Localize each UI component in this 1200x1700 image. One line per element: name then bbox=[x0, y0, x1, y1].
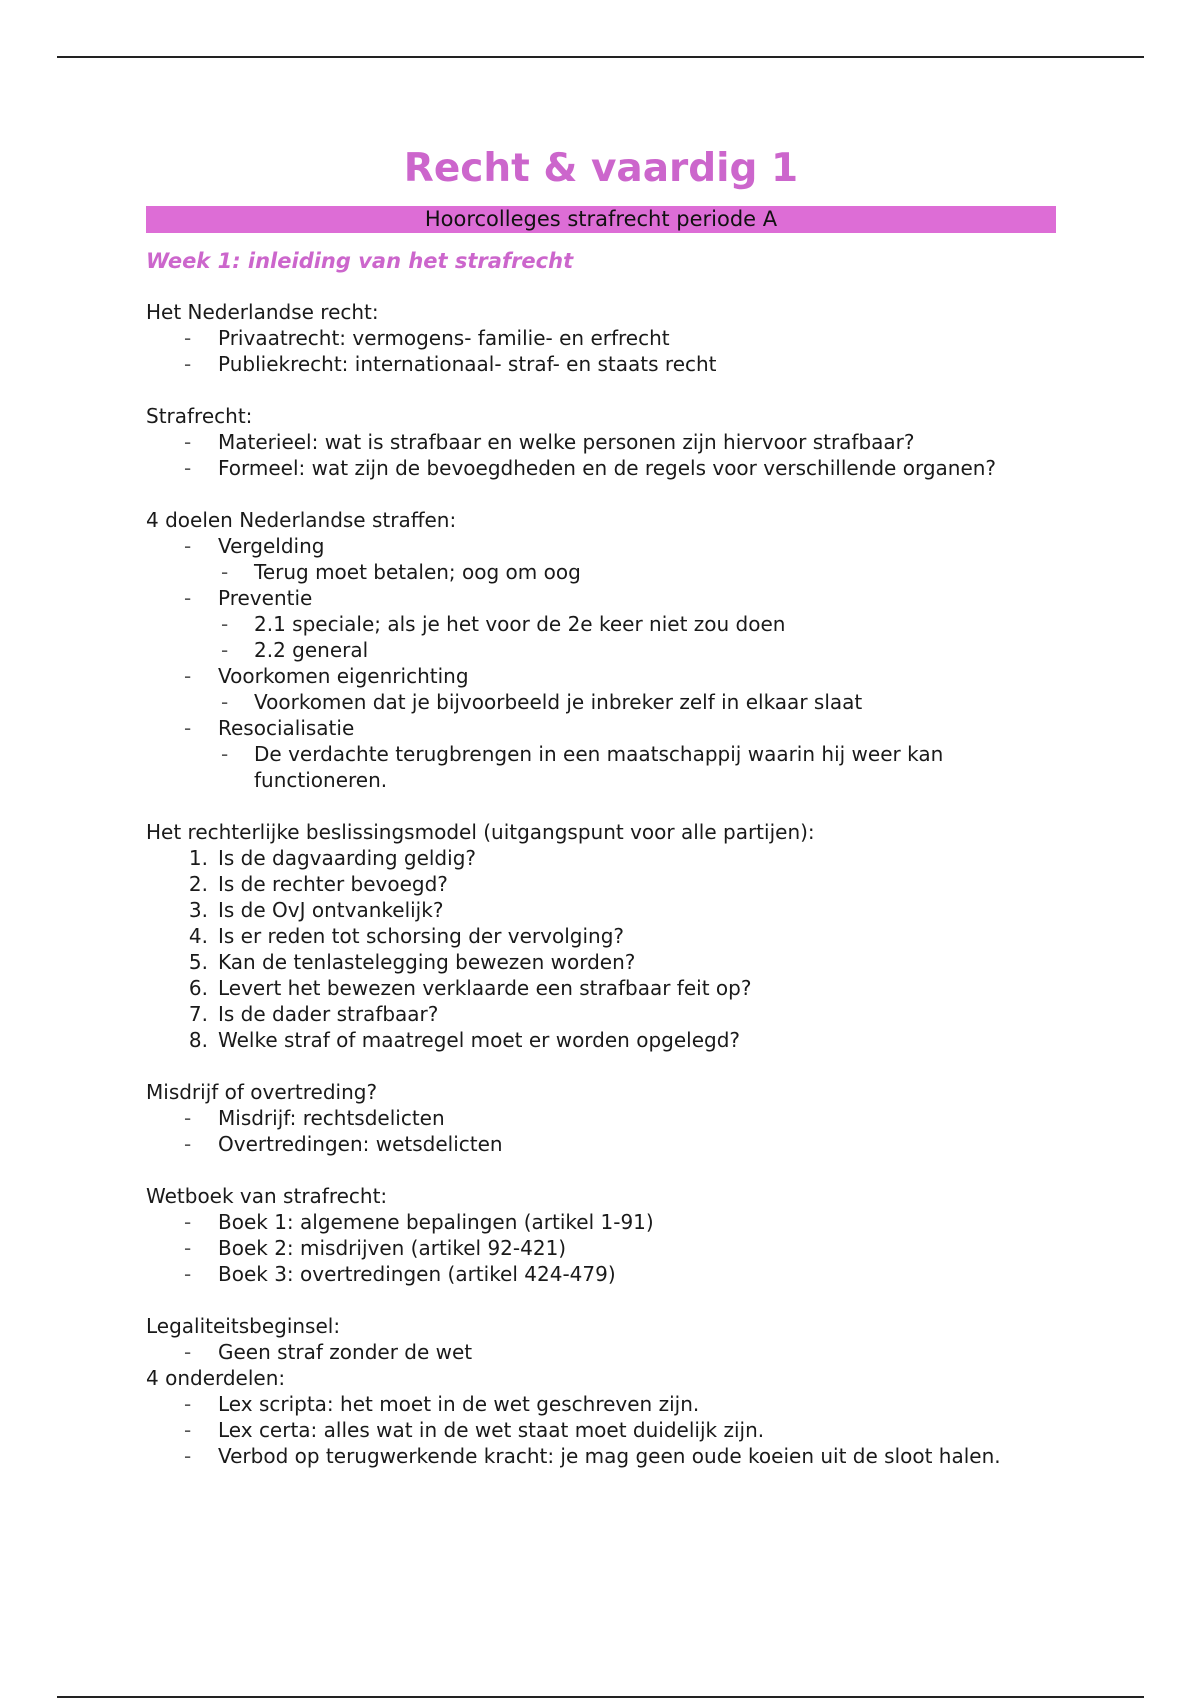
section-nederlandse-recht bbox=[146, 299, 1056, 377]
section-onderdelen bbox=[146, 1365, 1056, 1469]
item-number: 7. bbox=[188, 1002, 208, 1026]
bullet-list bbox=[146, 533, 1056, 793]
list-item: - Lex certa: alles wat in de wet staat moet duidelijk zijn. bbox=[146, 1417, 1056, 1443]
sub-list-item: - Terug moet betalen; oog om oog bbox=[218, 559, 1056, 585]
bullet-list bbox=[146, 1391, 1056, 1469]
section-beslissingsmodel bbox=[146, 819, 1056, 1053]
numbered-item bbox=[146, 949, 1056, 975]
sub-list-item: - 2.2 general bbox=[218, 637, 1056, 663]
list-item-label: Vergelding bbox=[218, 534, 325, 558]
list-item: - Boek 1: algemene bepalingen (artikel 1-91) bbox=[146, 1209, 1056, 1235]
section-heading: Legaliteitsbeginsel: bbox=[146, 1314, 341, 1338]
section-heading: 4 onderdelen: bbox=[146, 1366, 286, 1390]
numbered-item bbox=[146, 923, 1056, 949]
item-number: 3. bbox=[188, 898, 208, 922]
sub-list-item: - Voorkomen dat je bijvoorbeeld je inbreker zelf in elkaar slaat bbox=[218, 689, 1056, 715]
item-text: Is de dagvaarding geldig? bbox=[218, 846, 476, 870]
bullet-list bbox=[146, 1209, 1056, 1287]
bullet-list bbox=[146, 1105, 1056, 1157]
item-text: Kan de tenlastelegging bewezen worden? bbox=[218, 950, 636, 974]
list-item: - Misdrijf: rechtsdelicten bbox=[146, 1105, 1056, 1131]
sub-list bbox=[218, 689, 1056, 715]
bullet-list bbox=[146, 1339, 1056, 1365]
list-item: - Verbod op terugwerkende kracht: je mag geen oude koeien uit de sloot halen. bbox=[146, 1443, 1056, 1469]
sub-list bbox=[218, 741, 1056, 793]
item-number: 1. bbox=[188, 846, 208, 870]
list-item bbox=[146, 715, 1056, 793]
sub-list-item: - 2.1 speciale; als je het voor de 2e keer niet zou doen bbox=[218, 611, 1056, 637]
list-item: - Boek 2: misdrijven (artikel 92-421) bbox=[146, 1235, 1056, 1261]
page-top-rule bbox=[57, 56, 1144, 58]
section-heading: Misdrijf of overtreding? bbox=[146, 1080, 378, 1104]
list-item: - Geen straf zonder de wet bbox=[146, 1339, 1056, 1365]
list-item-label: Resocialisatie bbox=[218, 716, 355, 740]
item-number: 5. bbox=[188, 950, 208, 974]
section-doelen bbox=[146, 507, 1056, 793]
list-item: - Formeel: wat zijn de bevoegdheden en de regels voor verschillende organen? bbox=[146, 455, 1056, 481]
numbered-item bbox=[146, 871, 1056, 897]
numbered-item bbox=[146, 897, 1056, 923]
numbered-item bbox=[146, 1001, 1056, 1027]
document-title: Recht & vaardig 1 bbox=[403, 146, 799, 191]
item-text: Levert het bewezen verklaarde een strafbaar feit op? bbox=[218, 976, 752, 1000]
section-strafrecht bbox=[146, 403, 1056, 481]
section-heading: 4 doelen Nederlandse straffen: bbox=[146, 508, 457, 532]
list-item bbox=[146, 533, 1056, 585]
section-misdrijf bbox=[146, 1079, 1056, 1157]
item-text: Is er reden tot schorsing der vervolging? bbox=[218, 924, 625, 948]
numbered-list bbox=[146, 845, 1056, 1053]
list-item: - Lex scripta: het moet in de wet geschreven zijn. bbox=[146, 1391, 1056, 1417]
list-item: - Publiekrecht: internationaal- straf- en staats recht bbox=[146, 351, 1056, 377]
document-body bbox=[146, 140, 1056, 1495]
item-text: Welke straf of maatregel moet er worden opgelegd? bbox=[218, 1028, 741, 1052]
item-number: 8. bbox=[188, 1028, 208, 1052]
section-wetboek bbox=[146, 1183, 1056, 1287]
item-number: 2. bbox=[188, 872, 208, 896]
item-text: Is de rechter bevoegd? bbox=[218, 872, 448, 896]
list-item: - Boek 3: overtredingen (artikel 424-479) bbox=[146, 1261, 1056, 1287]
page-bottom-rule bbox=[57, 1696, 1144, 1698]
list-item: - Privaatrecht: vermogens- familie- en erfrecht bbox=[146, 325, 1056, 351]
list-item-label: Preventie bbox=[218, 586, 313, 610]
week-heading: Week 1: inleiding van het strafrecht bbox=[146, 249, 574, 273]
item-number: 4. bbox=[188, 924, 208, 948]
section-legaliteit bbox=[146, 1313, 1056, 1365]
numbered-item bbox=[146, 975, 1056, 1001]
item-text: Is de OvJ ontvankelijk? bbox=[218, 898, 444, 922]
section-heading: Strafrecht: bbox=[146, 404, 253, 428]
section-heading: Wetboek van strafrecht: bbox=[146, 1184, 388, 1208]
list-item: - Materieel: wat is strafbaar en welke personen zijn hiervoor strafbaar? bbox=[146, 429, 1056, 455]
bullet-list bbox=[146, 325, 1056, 377]
list-item bbox=[146, 663, 1056, 715]
sub-list bbox=[218, 559, 1056, 585]
sub-list-item: - De verdachte terugbrengen in een maatschappij waarin hij weer kan functioneren. bbox=[218, 741, 1056, 793]
list-item bbox=[146, 585, 1056, 663]
list-item: - Overtredingen: wetsdelicten bbox=[146, 1131, 1056, 1157]
list-item-label: Voorkomen eigenrichting bbox=[218, 664, 469, 688]
bullet-list bbox=[146, 429, 1056, 481]
item-number: 6. bbox=[188, 976, 208, 1000]
numbered-item bbox=[146, 845, 1056, 871]
numbered-item bbox=[146, 1027, 1056, 1053]
item-text: Is de dader strafbaar? bbox=[218, 1002, 439, 1026]
section-heading: Het rechterlijke beslissingsmodel (uitgangspunt voor alle partijen): bbox=[146, 820, 815, 844]
section-heading: Het Nederlandse recht: bbox=[146, 300, 379, 324]
section-banner: Hoorcolleges strafrecht periode A bbox=[146, 206, 1056, 233]
sub-list bbox=[218, 611, 1056, 663]
